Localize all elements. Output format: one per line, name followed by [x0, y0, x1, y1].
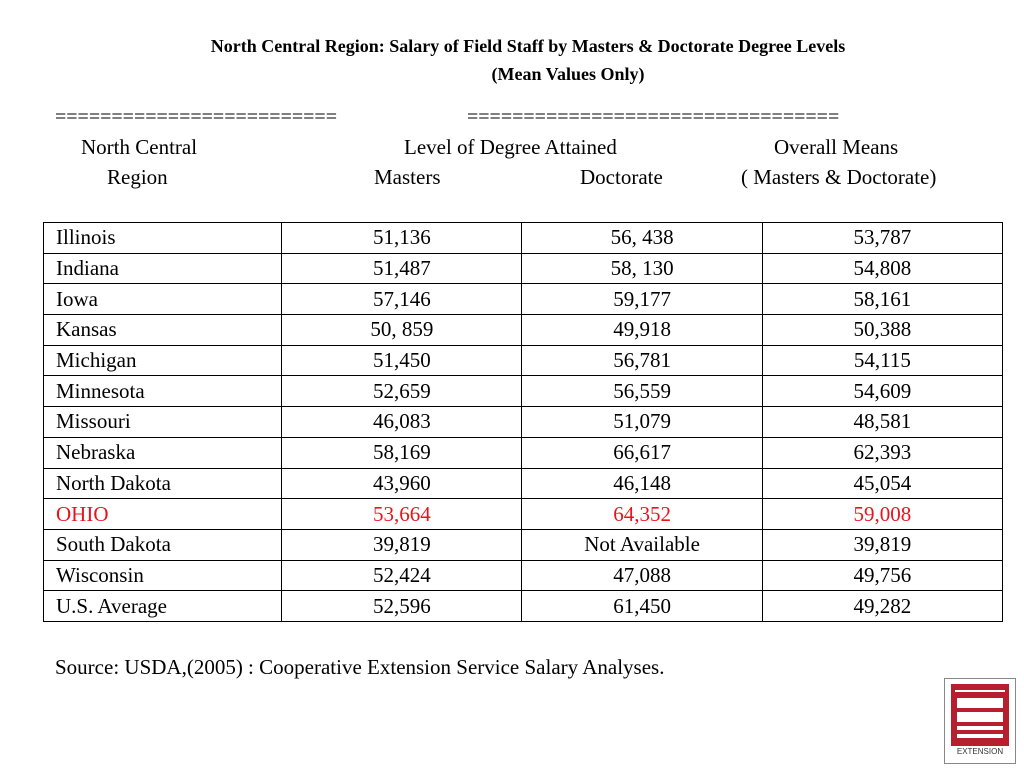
- doctorate-cell: Not Available: [522, 529, 762, 560]
- doctorate-cell: 49,918: [522, 315, 762, 346]
- overall-cell: 54,609: [762, 376, 1002, 407]
- ohio-state-logo-mark: [951, 684, 1009, 746]
- overall-cell: 49,756: [762, 560, 1002, 591]
- doctorate-cell: 51,079: [522, 407, 762, 438]
- overall-cell: 48,581: [762, 407, 1002, 438]
- source-note: Source: USDA,(2005) : Cooperative Extension Service Salary Analyses.: [55, 655, 665, 679]
- salary-table: [43, 222, 1003, 622]
- header-degree-group: Level of Degree Attained: [404, 135, 617, 159]
- table-row: [44, 437, 1003, 468]
- doctorate-cell: 58, 130: [522, 253, 762, 284]
- doctorate-cell: 46,148: [522, 468, 762, 499]
- state-cell: Missouri: [44, 407, 282, 438]
- state-cell: North Dakota: [44, 468, 282, 499]
- header-overall-line1: Overall Means: [774, 135, 899, 159]
- table-row: [44, 560, 1003, 591]
- state-cell: U.S. Average: [44, 591, 282, 622]
- overall-cell: 50,388: [762, 315, 1002, 346]
- table-row: [44, 529, 1003, 560]
- state-cell: South Dakota: [44, 529, 282, 560]
- table-row: [44, 345, 1003, 376]
- ohio-state-logo-caption: EXTENSION: [956, 747, 1004, 756]
- state-cell: Illinois: [44, 223, 282, 254]
- header-masters: Masters: [374, 165, 441, 189]
- doctorate-cell: 61,450: [522, 591, 762, 622]
- masters-cell: 51,450: [282, 345, 522, 376]
- overall-cell: 58,161: [762, 284, 1002, 315]
- state-cell: Iowa: [44, 284, 282, 315]
- state-cell: Indiana: [44, 253, 282, 284]
- table-row: [44, 407, 1003, 438]
- page-title: North Central Region: Salary of Field Staff by Masters & Doctorate Degree Levels: [210, 36, 846, 56]
- masters-cell: 50, 859: [282, 315, 522, 346]
- masters-cell: 53,664: [282, 499, 522, 530]
- doctorate-cell: 47,088: [522, 560, 762, 591]
- masters-cell: 52,596: [282, 591, 522, 622]
- header-region-line1: North Central: [81, 135, 198, 159]
- table-row: [44, 376, 1003, 407]
- masters-cell: 39,819: [282, 529, 522, 560]
- overall-cell: 45,054: [762, 468, 1002, 499]
- masters-cell: 58,169: [282, 437, 522, 468]
- table-row: [44, 315, 1003, 346]
- doctorate-cell: 56,559: [522, 376, 762, 407]
- overall-cell: 54,115: [762, 345, 1002, 376]
- state-cell: OHIO: [44, 499, 282, 530]
- table-row: [44, 468, 1003, 499]
- overall-cell: 62,393: [762, 437, 1002, 468]
- masters-cell: 46,083: [282, 407, 522, 438]
- doctorate-cell: 56, 438: [522, 223, 762, 254]
- state-cell: Minnesota: [44, 376, 282, 407]
- table-row: [44, 223, 1003, 254]
- separator-right: =================================: [467, 106, 840, 128]
- ohio-state-logo-block: [951, 684, 1009, 746]
- doctorate-cell: 64,352: [522, 499, 762, 530]
- header-doctorate: Doctorate: [580, 165, 663, 189]
- header-region-line2: Region: [107, 165, 168, 189]
- masters-cell: 43,960: [282, 468, 522, 499]
- doctorate-cell: 66,617: [522, 437, 762, 468]
- table-row: [44, 284, 1003, 315]
- header-overall-line2: ( Masters & Doctorate): [741, 165, 937, 189]
- doctorate-cell: 56,781: [522, 345, 762, 376]
- overall-cell: 39,819: [762, 529, 1002, 560]
- separator-left: =========================: [55, 106, 337, 128]
- overall-cell: 54,808: [762, 253, 1002, 284]
- state-cell: Nebraska: [44, 437, 282, 468]
- table-row: [44, 253, 1003, 284]
- state-cell: Michigan: [44, 345, 282, 376]
- overall-cell: 53,787: [762, 223, 1002, 254]
- masters-cell: 52,424: [282, 560, 522, 591]
- table-row: [44, 591, 1003, 622]
- state-cell: Kansas: [44, 315, 282, 346]
- page-subtitle: (Mean Values Only): [491, 64, 645, 84]
- table-row: [44, 499, 1003, 530]
- doctorate-cell: 59,177: [522, 284, 762, 315]
- overall-cell: 59,008: [762, 499, 1002, 530]
- overall-cell: 49,282: [762, 591, 1002, 622]
- masters-cell: 51,136: [282, 223, 522, 254]
- masters-cell: 51,487: [282, 253, 522, 284]
- state-cell: Wisconsin: [44, 560, 282, 591]
- ohio-state-extension-logo: [944, 678, 1016, 764]
- masters-cell: 57,146: [282, 284, 522, 315]
- masters-cell: 52,659: [282, 376, 522, 407]
